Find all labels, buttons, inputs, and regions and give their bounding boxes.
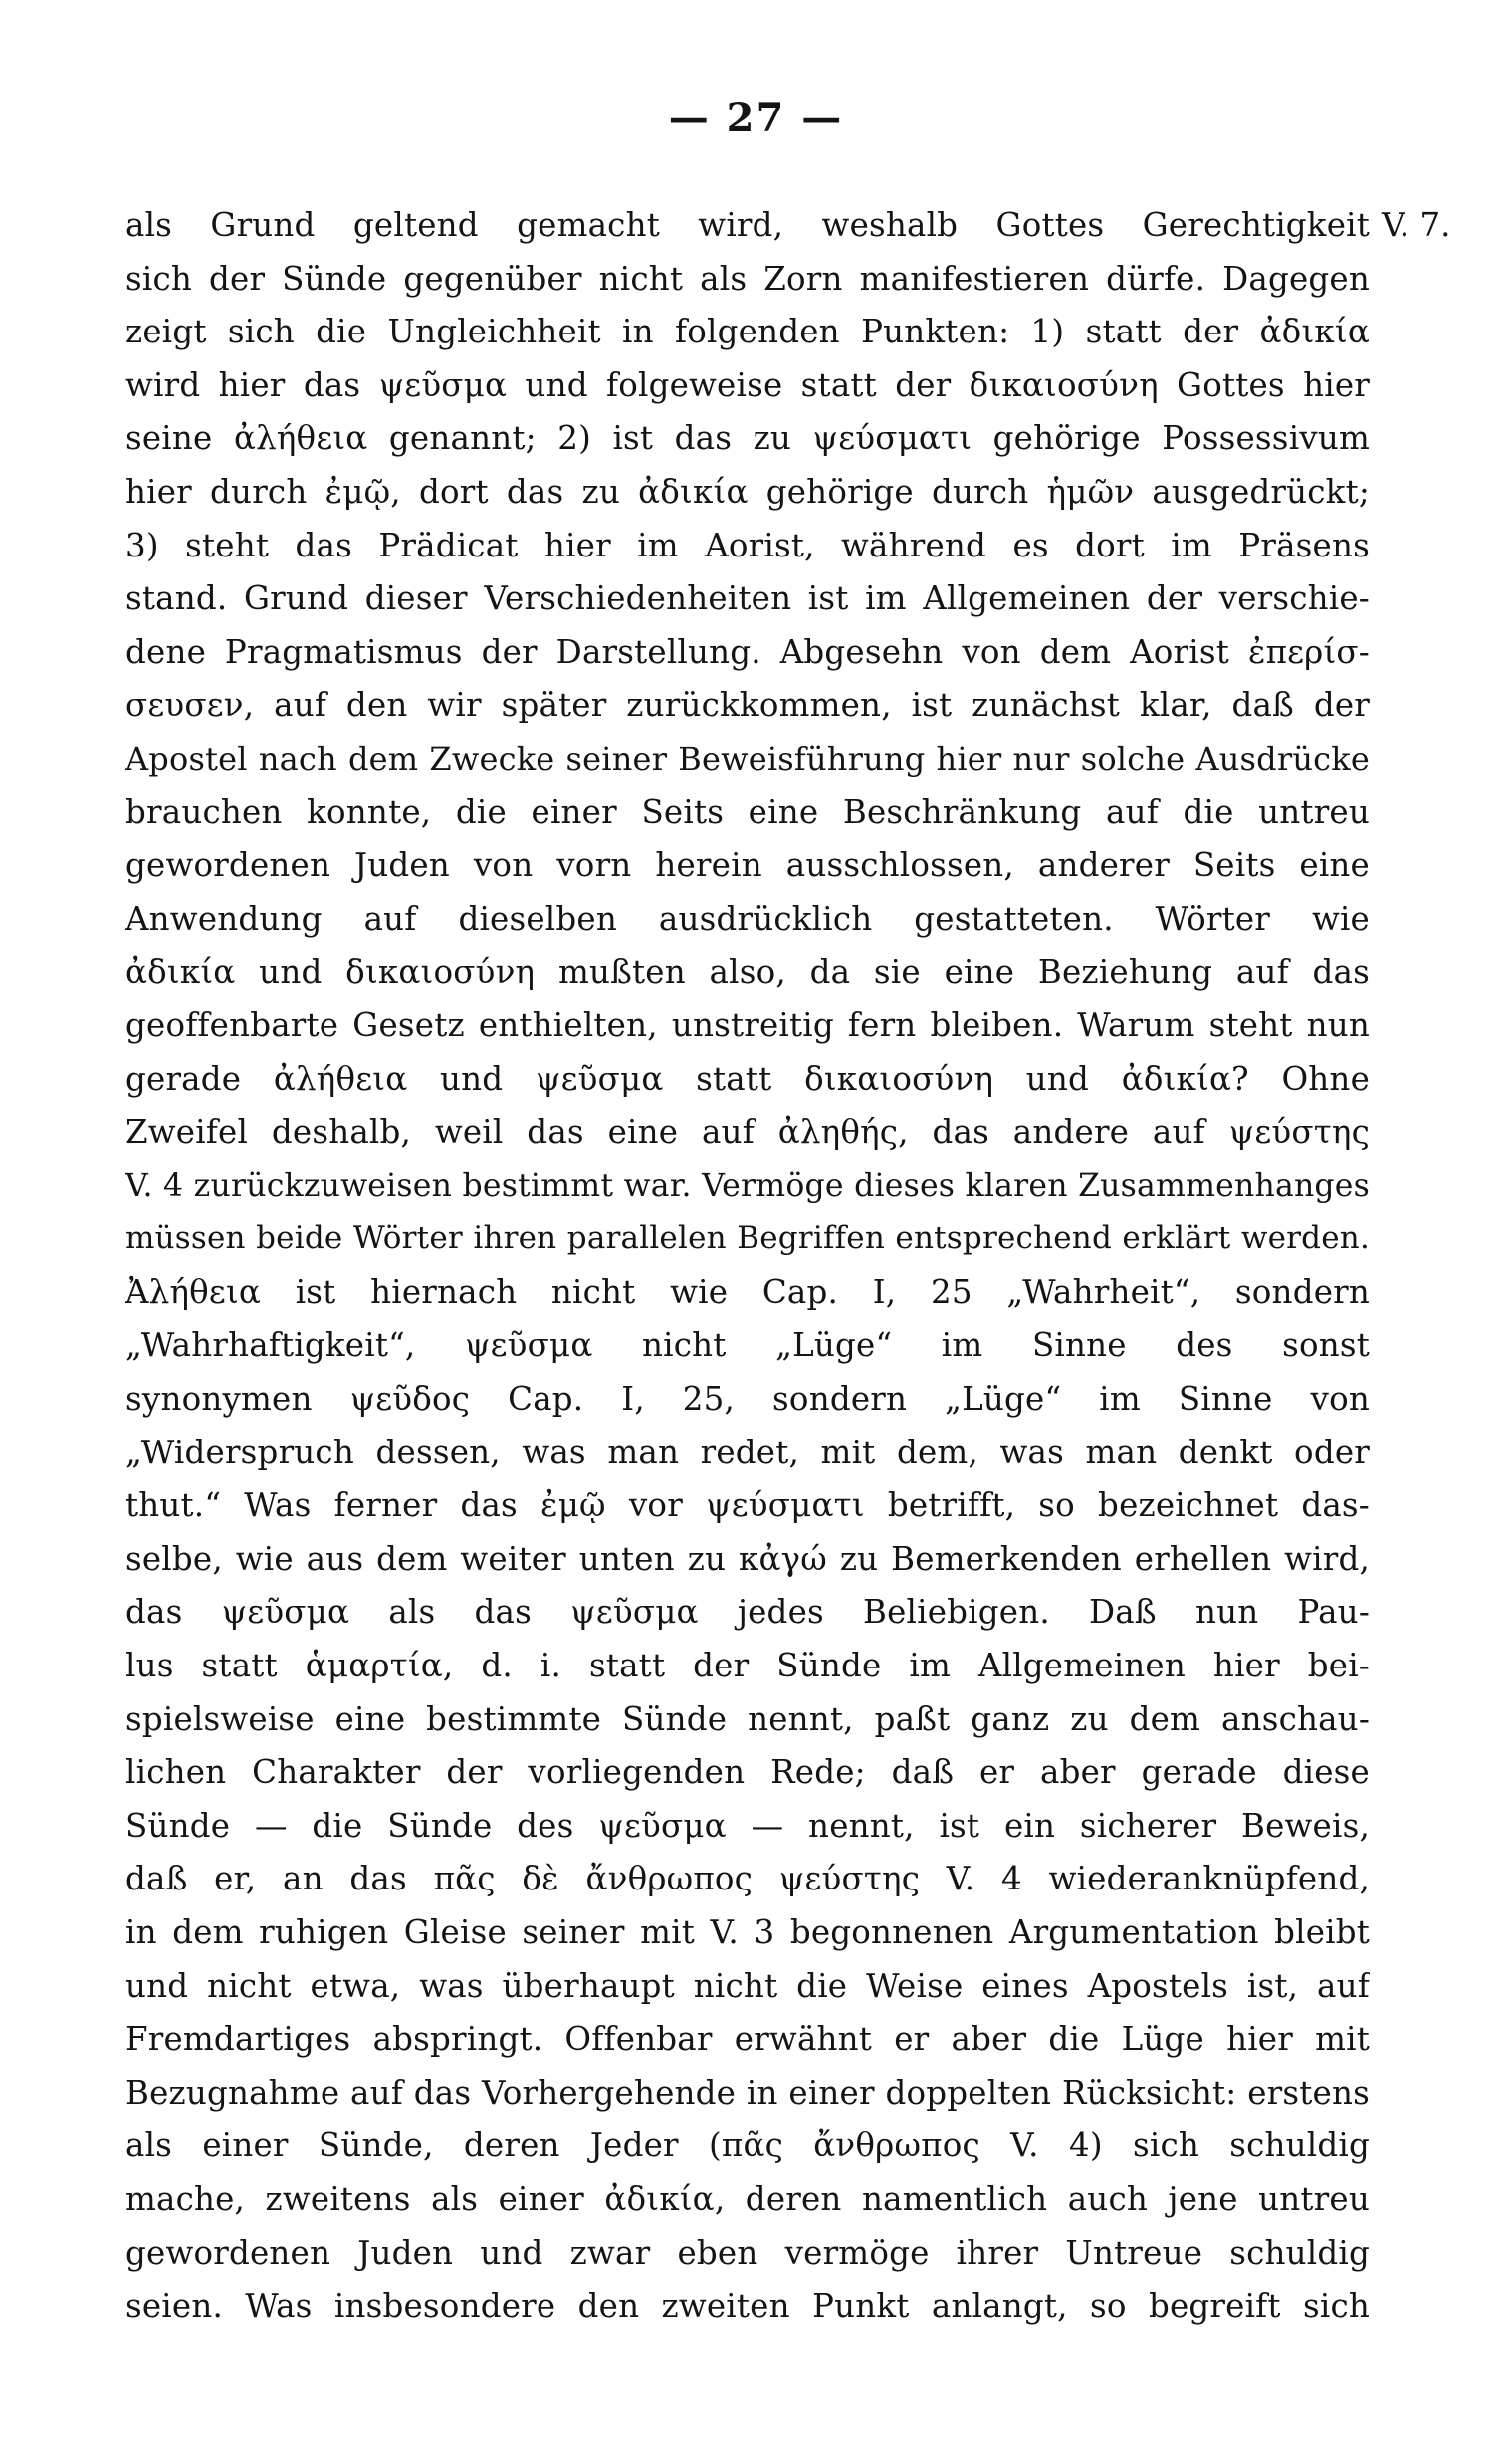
text-line: spielsweise eine bestimmte Sünde nennt, paßt ganz zu dem anschau- [125,1699,1370,1738]
text-line: seien. Was insbesondere den zweiten Punkt anlangt, so begreift sich [125,2287,1370,2326]
text-line: σευσεν, auf den wir später zurückkommen, ist zunächst klar, daß der [125,686,1370,725]
text-line: Zweifel deshalb, weil das eine auf ἀληθής, das andere auf ψεύστης [125,1113,1370,1152]
text-line: als einer Sünde, deren Jeder (πᾶς ἄνθρωπος V. 4) sich schuldig [125,2126,1370,2165]
text-line: synonymen ψεῦδος Cap. I, 25, sondern „Lüge“ im Sinne von [125,1380,1370,1419]
text-line: hier durch ἐμῷ, dort das zu ἀδικία gehörige durch ἡμῶν ausgedrückt; [125,472,1370,511]
text-line: Ἀλήθεια ist hiernach nicht wie Cap. I, 25 „Wahrheit“, sondern [125,1272,1370,1311]
page-number: — 27 — [668,95,844,141]
text-line: ἀδικία und δικαιοσύνη mußten also, da sie eine Beziehung auf das [125,953,1370,992]
text-line: V. 4 zurückzuweisen bestimmt war. Vermöge dieses klaren Zusammenhanges [125,1167,1370,1204]
text-line: lus statt ἁμαρτία, d. i. statt der Sünde im Allgemeinen hier bei- [125,1647,1370,1685]
text-line: dene Pragmatismus der Darstellung. Abgesehn von dem Aorist ἐπερίσ- [125,632,1370,671]
text-line: lichen Charakter der vorliegenden Rede; daß er aber gerade diese [125,1753,1370,1792]
text-line: seine ἀλήθεια genannt; 2) ist das zu ψεύσματι gehörige Possessivum [125,419,1370,458]
text-line: Sünde — die Sünde des ψεῦσμα — nennt, ist ein sicherer Beweis, [125,1806,1370,1845]
text-line: das ψεῦσμα als das ψεῦσμα jedes Beliebigen. Daß nun Pau- [125,1593,1370,1632]
text-line: Anwendung auf dieselben ausdrücklich gestatteten. Wörter wie [125,899,1370,938]
text-line: in dem ruhigen Gleise seiner mit V. 3 begonnenen Argumentation bleibt [125,1913,1370,1951]
text-line: wird hier das ψεῦσμα und folgeweise statt der δικαιοσύνη Gottes hier [125,365,1370,404]
body-text [125,199,1370,2334]
text-line: stand. Grund dieser Verschiedenheiten ist im Allgemeinen der verschie- [125,579,1370,618]
text-line: gewordenen Juden und zwar eben vermöge ihrer Untreue schuldig [125,2233,1370,2272]
text-line: brauchen konnte, die einer Seits eine Beschränkung auf die untreu [125,792,1370,831]
text-line: müssen beide Wörter ihren parallelen Begriffen entsprechend erklärt werden. [125,1221,1370,1257]
text-line: thut.“ Was ferner das ἐμῷ vor ψεύσματι betrifft, so bezeichnet das- [125,1486,1370,1525]
text-line: „Widerspruch dessen, was man redet, mit dem, was man denkt oder [125,1433,1370,1471]
text-line: 3) steht das Prädicat hier im Aorist, während es dort im Präsens [125,526,1370,564]
margin-verse-reference: V. 7. [1382,206,1451,244]
text-line: sich der Sünde gegenüber nicht als Zorn manifestieren dürfe. Dagegen [125,259,1370,298]
text-line: als Grund geltend gemacht wird, weshalb Gottes Gerechtigkeit [125,206,1370,244]
text-line: Fremdartiges abspringt. Offenbar erwähnt er aber die Lüge hier mit [125,2020,1370,2059]
text-line: mache, zweitens als einer ἀδικία, deren namentlich auch jene untreu [125,2179,1370,2218]
text-line: „Wahrhaftigkeit“, ψεῦσμα nicht „Lüge“ im Sinne des sonst [125,1326,1370,1365]
text-line: gewordenen Juden von vorn herein ausschlossen, anderer Seits eine [125,846,1370,885]
text-line: Bezugnahme auf das Vorhergehende in einer doppelten Rücksicht: erstens [125,2073,1370,2112]
text-line: zeigt sich die Ungleichheit in folgenden Punkten: 1) statt der ἀδικία [125,313,1370,351]
text-line: daß er, an das πᾶς δὲ ἄνθρωπος ψεύστης V. 4 wiederanknüpfend, [125,1860,1370,1898]
text-line: selbe, wie aus dem weiter unten zu κἀγώ zu Bemerkenden erhellen wird, [125,1539,1370,1578]
text-line: gerade ἀλήθεια und ψεῦσμα statt δικαιοσύνη und ἀδικία? Ohne [125,1059,1370,1098]
text-line: geoffenbarte Gesetz enthielten, unstreitig fern bleiben. Warum steht nun [125,1005,1370,1044]
text-line: und nicht etwa, was überhaupt nicht die Weise eines Apostels ist, auf [125,1966,1370,2005]
text-line: Apostel nach dem Zwecke seiner Beweisführung hier nur solche Ausdrücke [125,739,1370,778]
